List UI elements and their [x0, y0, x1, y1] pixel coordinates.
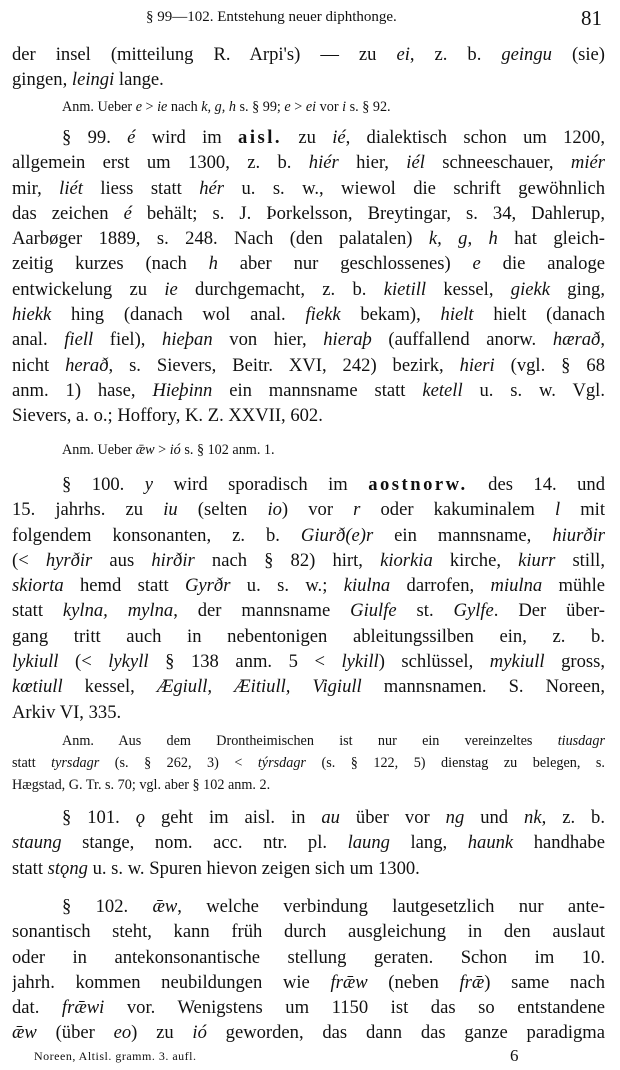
italic-term: io — [267, 499, 282, 521]
text-segment: dat. — [12, 997, 62, 1019]
italic-term: ei — [305, 99, 317, 115]
text-segment: zu — [282, 127, 333, 148]
text-line — [12, 752, 605, 774]
text-segment: mit — [560, 499, 605, 521]
text-segment: s. § 102 anm. 1. — [180, 442, 275, 458]
text-segment: ) vor — [281, 499, 354, 521]
annotation-note — [12, 96, 605, 118]
text-segment: geworden, das dann das ganze paradigma — [206, 1022, 605, 1044]
text-segment: ein mannsname, — [373, 524, 553, 546]
italic-term: ie — [157, 99, 168, 115]
text-segment: oder kakuminalem — [360, 499, 555, 521]
text-segment: anm. 1) hase, — [12, 379, 153, 401]
italic-term: skiorta — [12, 575, 64, 597]
paragraph — [12, 805, 605, 881]
text-line — [12, 674, 605, 699]
text-segment: kirche, — [432, 549, 519, 571]
text-segment: hielt (danach — [473, 304, 605, 326]
italic-term: kylna, mylna — [62, 600, 174, 622]
text-segment: jahrh. kommen neubildungen wie — [12, 971, 331, 993]
signature-mark: 6 — [510, 1046, 519, 1065]
text-segment: > — [290, 99, 306, 115]
text-line — [12, 649, 605, 674]
text-line — [12, 573, 605, 598]
text-segment: darrofen, — [390, 575, 491, 597]
text-line — [12, 919, 605, 944]
italic-term: kiulna — [343, 575, 391, 597]
text-segment: Anm. Ueber — [62, 442, 136, 458]
text-segment: statt — [12, 857, 48, 879]
text-segment: vor — [316, 99, 343, 115]
text-segment: (< — [12, 549, 46, 571]
italic-term: ǣw — [12, 1022, 37, 1044]
italic-term: hiurðir — [552, 524, 605, 546]
text-segment: > — [142, 99, 158, 115]
text-segment: ) zu — [131, 1022, 193, 1044]
italic-term: liét — [59, 177, 83, 199]
text-line — [12, 226, 605, 251]
text-line — [12, 523, 605, 548]
text-line — [12, 378, 605, 403]
text-segment: und — [464, 807, 525, 828]
text-segment: wird sporadisch im — [153, 474, 369, 495]
italic-term: hieri — [459, 354, 495, 376]
italic-term: hieraþ — [323, 329, 372, 351]
italic-term: r — [353, 499, 361, 521]
text-segment: , welche verbindung lautgesetzlich nur ante- — [177, 896, 605, 917]
text-segment: > — [154, 442, 170, 458]
text-line — [12, 302, 605, 327]
text-line — [12, 995, 605, 1020]
italic-term: hyrðir — [45, 549, 93, 571]
text-segment: anal. — [12, 329, 65, 351]
text-segment: durchgemacht, z. b. — [177, 278, 384, 300]
italic-term: Gyrðr — [185, 575, 231, 597]
text-line — [12, 439, 605, 461]
page-footer — [34, 1046, 534, 1065]
italic-term: é — [127, 127, 136, 148]
text-segment: statt — [12, 600, 63, 622]
text-segment: nicht — [12, 354, 66, 376]
text-segment: behält; s. J. Þorkelsson, Breytingar, s. 34, Dahlerup, — [131, 202, 605, 224]
italic-term: e — [472, 253, 481, 275]
italic-term: iél — [406, 152, 425, 174]
italic-term: e — [284, 99, 291, 115]
italic-term: Ægiull, Æitiull, Vigiull — [156, 676, 362, 698]
text-segment: § 138 anm. 5 < — [148, 651, 342, 673]
italic-term: kœtiull — [12, 676, 63, 698]
italic-term: hirðir — [151, 549, 195, 571]
page-number: 81 — [581, 6, 602, 30]
text-segment: still, — [555, 549, 605, 571]
italic-term: ie — [164, 278, 178, 300]
text-segment: § 100. — [62, 474, 145, 495]
text-segment: (s. § 122, 5) dienstag zu belegen, s. — [305, 755, 605, 771]
text-line — [12, 201, 605, 226]
text-segment: ) schlüssel, — [378, 651, 490, 673]
text-segment: das zeichen — [12, 202, 124, 224]
text-segment: 15. jahrhs. zu — [12, 499, 164, 521]
text-segment: , s. Sievers, Beitr. XVI, 242) bezirk, — [108, 354, 460, 376]
text-line — [12, 353, 605, 378]
text-segment: s. § 92. — [346, 99, 391, 115]
text-segment: gross, — [544, 651, 605, 673]
text-segment: hier, — [338, 152, 407, 174]
text-segment: kessel, — [426, 278, 511, 300]
running-header — [0, 6, 620, 30]
text-segment: oder in antekonsonantische stellung geraten. Schon im 10. — [12, 946, 605, 968]
italic-term: l — [554, 499, 561, 521]
italic-term: ié — [332, 127, 346, 148]
text-segment: § 99. — [62, 127, 128, 148]
text-segment: nach — [167, 99, 202, 115]
text-segment: entwickelung zu — [12, 278, 165, 300]
italic-term: ió — [192, 1022, 207, 1044]
text-line — [12, 730, 605, 752]
italic-term: lykyll — [108, 651, 149, 673]
paragraph — [12, 894, 605, 1046]
text-segment: , z. b. — [541, 807, 605, 828]
text-segment: mühle — [542, 575, 605, 597]
text-line — [12, 251, 605, 276]
text-segment: allgemein erst um 1300, z. b. — [12, 152, 309, 174]
italic-term: hærað — [552, 329, 601, 351]
text-segment: (neben — [367, 971, 460, 993]
text-segment: vor. Wenigstens um 1150 ist das so entstandene — [104, 997, 605, 1019]
italic-term: laung — [347, 832, 390, 854]
text-segment: aus — [92, 549, 152, 571]
text-segment: Anm. Ueber — [62, 99, 136, 115]
italic-term: herað — [65, 354, 109, 376]
text-segment: aber nur geschlossenes) — [217, 253, 473, 275]
text-segment: (s. § 262, 3) < — [99, 755, 258, 771]
italic-term: tyrsdagr — [51, 755, 100, 771]
italic-term: lykill — [341, 651, 379, 673]
text-line — [12, 970, 605, 995]
italic-term: k, g, h — [201, 99, 236, 115]
text-line — [12, 1020, 605, 1045]
italic-term: iu — [163, 499, 178, 521]
italic-term: ketell — [422, 379, 463, 401]
text-line — [12, 624, 605, 649]
italic-term: ǣw — [135, 442, 155, 458]
text-segment: lange. — [114, 69, 164, 91]
text-segment: u. s. w. Vgl. — [462, 379, 605, 401]
text-segment: (auffallend anorw. — [371, 329, 553, 351]
text-segment: (sie) — [551, 44, 605, 65]
annotation-note — [12, 439, 605, 461]
text-segment: statt — [12, 755, 52, 771]
text-line — [12, 700, 605, 725]
italic-term: hielt — [440, 304, 474, 326]
text-line — [12, 42, 605, 67]
text-segment: , dialektisch schon um 1200, — [345, 127, 605, 148]
text-line — [12, 945, 605, 970]
text-segment: stange, nom. acc. ntr. pl. — [61, 832, 348, 854]
italic-term: mykiull — [489, 651, 545, 673]
italic-term: ió — [169, 442, 181, 458]
text-segment: geht im aisl. in — [145, 807, 322, 828]
text-segment: § 102. — [62, 896, 153, 917]
paragraph — [12, 472, 605, 725]
text-segment: nach § 82) hirt, — [194, 549, 381, 571]
italic-term: tiusdagr — [557, 733, 605, 749]
text-segment: , der mannsname — [173, 600, 351, 622]
italic-term: kiorkia — [380, 549, 433, 571]
italic-term: staung — [12, 832, 62, 854]
text-line — [12, 277, 605, 302]
italic-term: týrsdagr — [257, 755, 306, 771]
text-segment: (selten — [177, 499, 268, 521]
text-line — [12, 894, 605, 919]
text-segment: u. s. w., wiewol die schrift gewöhnlich — [224, 177, 605, 199]
italic-term: haunk — [467, 832, 514, 854]
text-segment: § 101. — [62, 807, 136, 828]
text-line — [12, 856, 605, 881]
italic-term: ng — [445, 807, 465, 828]
text-segment: gang tritt auch in nebentonigen ableitungssilben ein, z. b. — [12, 625, 605, 647]
text-segment: von hier, — [212, 329, 324, 351]
italic-term: leingi — [71, 69, 115, 91]
italic-term: eo — [113, 1022, 132, 1044]
text-segment: ) same nach — [484, 971, 605, 993]
text-segment: fiel), — [93, 329, 163, 351]
text-line — [12, 497, 605, 522]
running-title: § 99—102. Entstehung neuer diphthonge. — [146, 9, 397, 25]
text-segment: gingen, — [12, 69, 72, 91]
text-segment: , z. b. — [409, 44, 502, 65]
text-segment: st. — [396, 600, 454, 622]
italic-term: ǣw — [152, 896, 178, 917]
text-segment: . Der über- — [493, 600, 605, 622]
text-line — [12, 774, 605, 796]
text-segment: mir, — [12, 177, 60, 199]
text-segment: s. § 99; — [235, 99, 285, 115]
text-line — [12, 472, 605, 497]
text-line — [12, 548, 605, 573]
text-segment: Anm. Aus dem Drontheimischen ist nur ein vereinzeltes — [62, 733, 558, 749]
italic-term: miér — [570, 152, 605, 174]
italic-term: fiell — [64, 329, 94, 351]
italic-term: e — [135, 99, 142, 115]
text-segment: ein mannsname statt — [212, 379, 423, 401]
text-segment: folgendem konsonanten, z. b. — [12, 524, 301, 546]
text-segment: kessel, — [62, 676, 157, 698]
italic-term: hieþan — [162, 329, 213, 351]
text-segment: hemd statt — [63, 575, 185, 597]
text-segment: sonantisch steht, kann früh durch ausgleichung in den auslaut — [12, 921, 605, 943]
annotation-note — [12, 730, 605, 796]
italic-term: hér — [199, 177, 225, 199]
text-line — [12, 176, 605, 201]
text-segment: Aarbøger 1889, s. 248. Nach (den palatalen) — [12, 228, 429, 250]
text-line — [12, 125, 605, 150]
italic-term: ei — [396, 44, 410, 65]
italic-term: h — [208, 253, 218, 275]
italic-term: é — [123, 202, 132, 224]
text-segment: u. s. w.; — [230, 575, 344, 597]
text-segment: , — [600, 329, 605, 351]
italic-term: Gylfe — [453, 600, 494, 622]
italic-term: i — [342, 99, 347, 115]
italic-term: ǫ — [135, 807, 146, 828]
text-segment: Hægstad, G. Tr. s. 70; vgl. aber § 102 anm. 2. — [12, 777, 271, 793]
italic-term: geingu — [501, 44, 552, 65]
spaced-term: aisl. — [238, 127, 283, 148]
paragraph — [12, 125, 605, 429]
text-segment: bekam), — [340, 304, 441, 326]
italic-term: lykiull — [12, 651, 59, 673]
text-segment: (über — [36, 1022, 114, 1044]
italic-term: au — [321, 807, 340, 828]
text-line — [12, 598, 605, 623]
text-segment: der insel (mitteilung R. Arpi's) — zu — [12, 44, 397, 65]
text-segment: des 14. und — [467, 474, 605, 495]
text-line — [12, 96, 605, 118]
text-line — [12, 67, 605, 92]
text-segment: lang, — [389, 832, 468, 854]
italic-term: Hieþinn — [152, 379, 213, 401]
text-segment: ging, — [550, 278, 605, 300]
italic-term: Giulfe — [350, 600, 397, 622]
text-segment: (vgl. § 68 — [494, 354, 605, 376]
italic-term: miulna — [490, 575, 543, 597]
text-line — [12, 403, 605, 428]
text-segment: über vor — [339, 807, 446, 828]
text-segment: schneeschauer, — [424, 152, 571, 174]
text-segment: liess statt — [82, 177, 200, 199]
footer-source: Noreen, Altisl. gramm. 3. aufl. — [34, 1049, 197, 1063]
italic-term: nk — [524, 807, 542, 828]
spaced-term: aostnorw. — [368, 474, 468, 495]
text-segment: zeitig kurzes (nach — [12, 253, 209, 275]
text-line — [12, 805, 605, 830]
italic-term: frǣwi — [61, 997, 105, 1019]
text-segment: die analoge — [480, 253, 605, 275]
text-line — [12, 830, 605, 855]
italic-term: frǣw — [330, 971, 368, 993]
text-segment: wird im — [135, 127, 239, 148]
italic-term: k, g, h — [428, 228, 498, 250]
paragraph — [12, 42, 605, 93]
text-line — [12, 327, 605, 352]
text-segment: Sievers, a. o.; Hoffory, K. Z. XXVII, 602. — [12, 405, 323, 427]
italic-term: fiekk — [305, 304, 341, 326]
italic-term: stǫng — [47, 857, 88, 879]
italic-term: hiekk — [12, 304, 52, 326]
text-segment: (< — [58, 651, 109, 673]
italic-term: kiurr — [518, 549, 556, 571]
text-segment: mannsnamen. S. Noreen, — [361, 676, 605, 698]
text-segment: u. s. w. Spuren hievon zeigen sich um 1300. — [87, 857, 420, 879]
text-segment: handhabe — [513, 832, 605, 854]
text-segment: hat gleich- — [497, 228, 605, 250]
text-segment: hing (danach wol anal. — [51, 304, 306, 326]
italic-term: kietill — [383, 278, 427, 300]
text-line — [12, 150, 605, 175]
italic-term: Giurð(e)r — [300, 524, 374, 546]
text-segment: Arkiv VI, 335. — [12, 701, 122, 723]
italic-term: frǣ — [459, 971, 485, 993]
italic-term: hiér — [308, 152, 339, 174]
italic-term: y — [144, 474, 154, 495]
italic-term: giekk — [510, 278, 550, 300]
